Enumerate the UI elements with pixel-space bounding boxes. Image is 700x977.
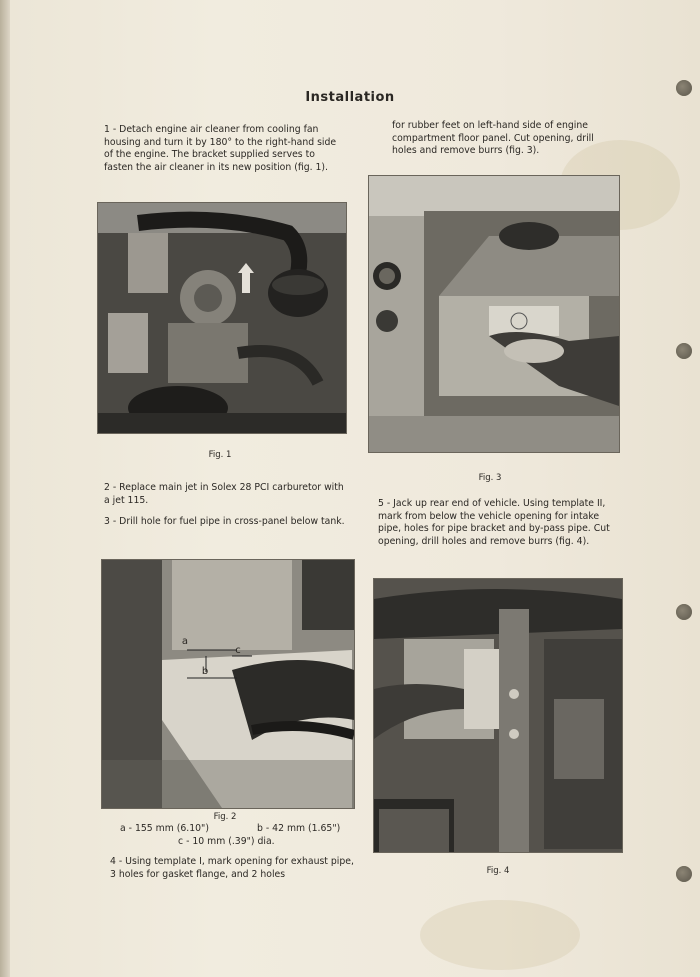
page-title: Installation (305, 90, 395, 105)
dimension-label-c: c (235, 645, 241, 656)
paper-stain (420, 900, 580, 970)
fig2-legend-b: b - 42 mm (1.65") (257, 823, 341, 834)
step-4: 4 - Using template I, mark opening for exhaust pipe, 3 holes for gasket flange, and 2 holes (110, 856, 354, 880)
fig2-legend-a: a - 155 mm (6.10") (120, 823, 209, 834)
fig1-caption: Fig. 1 (208, 450, 232, 460)
binder-hole (676, 604, 692, 620)
step-2: 2 - Replace main jet in Solex 28 PCI carburetor with a jet 115. (104, 482, 344, 506)
engine-photo (97, 202, 347, 434)
binder-hole (676, 343, 692, 359)
fig3-caption: Fig. 3 (478, 473, 502, 483)
compartment-photo (368, 175, 620, 453)
underside-photo (373, 578, 623, 853)
fig4-caption: Fig. 4 (486, 866, 510, 876)
binder-hole (676, 866, 692, 882)
fig2-legend-c: c - 10 mm (.39") dia. (178, 836, 275, 847)
dimension-label-b: b (201, 666, 209, 677)
step-4-continued: for rubber feet on left-hand side of engine compartment floor panel. Cut opening, drill holes and remove burrs (fig. 3). (392, 120, 594, 156)
cross-panel-photo (101, 559, 355, 809)
step-1: 1 - Detach engine air cleaner from cooling fan housing and turn it by 180° to the right-hand side of the engine. The bracket supplied serves to fasten the air cleaner in its new position (fig. 1). (104, 124, 337, 173)
fig2-caption: Fig. 2 (213, 812, 237, 822)
step-5: 5 - Jack up rear end of vehicle. Using template II, mark from below the vehicle opening for intake pipe, holes for pipe bracket and by-pass pipe. Cut opening, drill holes and remove burrs (fig. 4). (378, 498, 610, 547)
page-edge (0, 0, 10, 977)
dimension-label-a: a (181, 636, 189, 647)
step-3: 3 - Drill hole for fuel pipe in cross-panel below tank. (104, 516, 345, 527)
